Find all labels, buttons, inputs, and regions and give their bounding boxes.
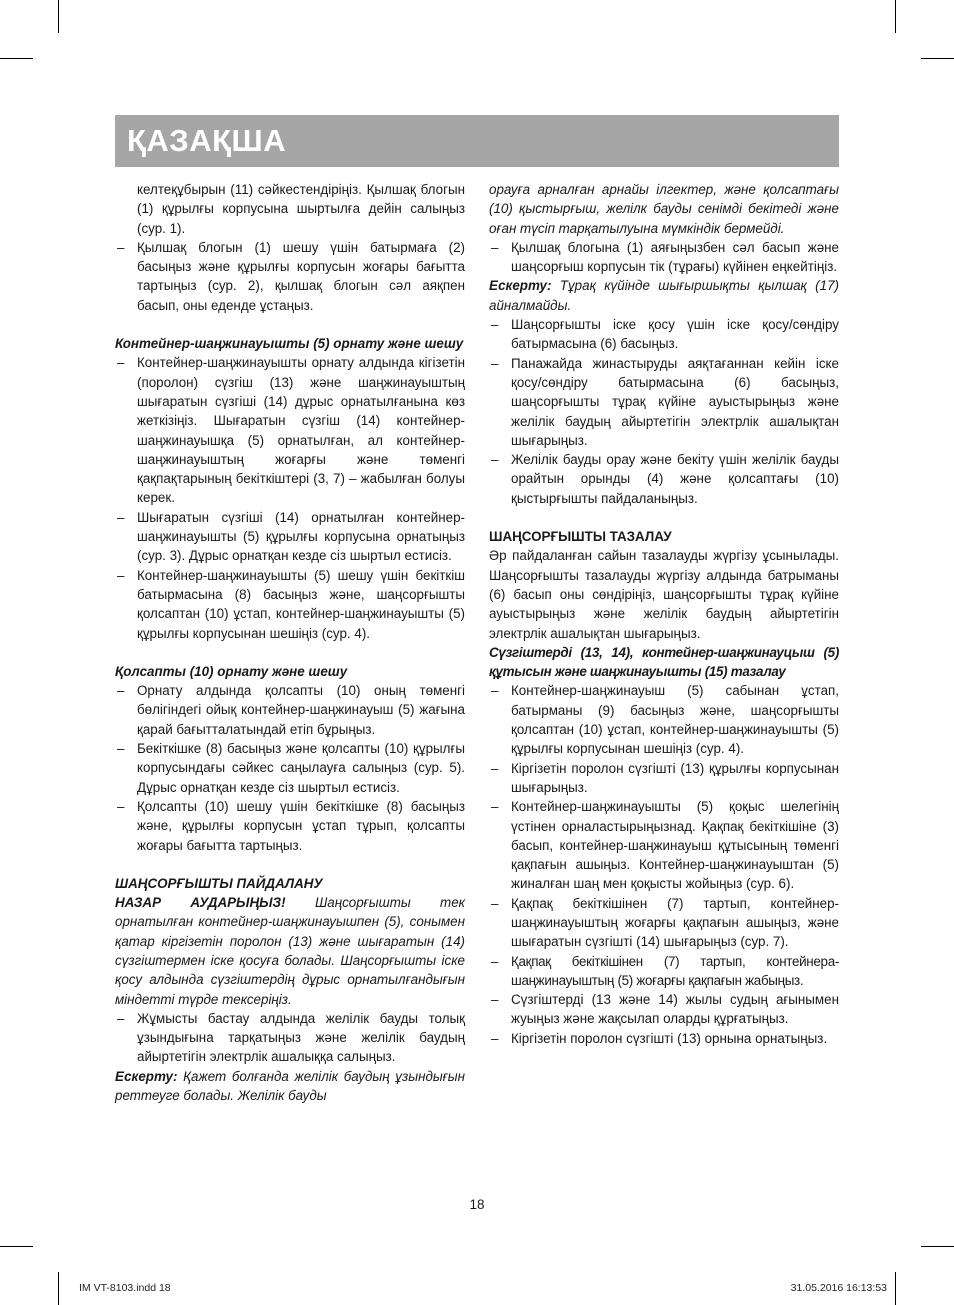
right-column	[489, 180, 839, 1048]
note-label: Ескерту:	[115, 1068, 178, 1084]
section-heading: Қолсапты (10) орнату және шешу	[115, 663, 348, 679]
list-item: – Қақпақ бекіткішінен (7) тартып, контейнер-шаңжинауыштың жоғарғы қақпағын ашыңыз, және шығаратын сүзгішті (14) шығарыңыз (сур. 7).	[489, 894, 839, 952]
note-text: Тұрақ күйінде шығыршықты қылшақ (17) айналмайды.	[489, 278, 839, 313]
paragraph: Әр пайдаланған сайын тазалауды жүргізу ұсынылады. Шаңсорғышты тазалауды жүргізу алдында батрыманы (6) басып оны сөндіріңіз, шаңсорғышты тұрақ күйіне ауыстырыңыз және желілік баудың айыртетігін электрлік ашалықтан шығарыңыз.	[489, 548, 839, 641]
list-item: – Шаңсорғышты іске қосу үшін іске қосу/сөндіру батырмасына (6) басыңыз.	[489, 315, 839, 354]
list-item: – Орнату алдында қолсапты (10) оның төменгі бөлігіндегі ойық контейнер-шаңжинауыш (5) жағына қарай бағытталатындай етіп бұрыңыз.	[115, 681, 465, 739]
left-column	[115, 180, 465, 1105]
crop-mark	[58, 0, 59, 33]
crop-mark	[58, 1272, 59, 1305]
list-item: – Қақпақ бекіткішінен (7) тартып, контейнера-шаңжинауыштың (5) жоғарғы қақпағын жабыңыз.	[489, 952, 839, 991]
list-item: – Қылшақ блогына (1) аяғыңызбен сәл басып және шаңсорғыш корпусын тік (тұрағы) күйінен еңкейтіңіз.	[489, 238, 839, 277]
list-item: – Қылшақ блогын (1) шешу үшін батырмаға (2) басыңыз және құрылғы корпусын жоғары бағытта тартыңыз (сур. 2), қылшақ блогын сәл аяқпен басып, оны еденде ұстаңыз.	[115, 238, 465, 315]
list-item: – Шығаратын сүзгіші (14) орнатылған контейнер-шаңжинауышты (5) құрылғы корпусына орнатыңыз (сур. 3). Дұрыс орнатқан кезде сіз шыртыл естисіз.	[115, 508, 465, 566]
footer-timestamp: 31.05.2016 16:13:53	[790, 1282, 887, 1294]
note-text: Қажет болғанда желілік баудың ұзындығын реттеуге болады. Желілік бауды	[115, 1068, 465, 1104]
list-item: – Қолсапты (10) шешу үшін бекіткішке (8) басыңыз және, құрылғы корпусын ұстап тұрып, қолсапты жоғары бағытта тартыңыз.	[115, 797, 465, 855]
note-paragraph	[489, 276, 839, 315]
crop-mark	[895, 1272, 896, 1305]
paragraph: орауға арналған арнайы ілгектер, және қолсаптағы (10) қыстырғыш, желілк бауды сенімді бекітеді және оған түсіп тарқатылуына мүмкіндік бермейді.	[489, 182, 839, 236]
language-header-bar	[115, 115, 839, 167]
section-heading: Сүзгіштерді (13, 14), контейнер-шаңжинауцыш (5) құтысын және шаңжинауышты (15) тазалау	[489, 644, 839, 680]
list-item: – Контейнер-шаңжинауышты (5) шешу үшін бекіткіш батырмасына (8) басыңыз және, шаңсорғышты қолсаптан (10) ұстап, контейнер-шаңжинауышты (5) құрылғы корпусынан шешіңіз (сур. 4).	[115, 566, 465, 643]
note-paragraph	[115, 1067, 465, 1106]
crop-mark	[0, 1246, 33, 1247]
footer-file-info: IM VT-8103.indd 18	[79, 1282, 171, 1294]
page-title: ҚАЗАҚША	[127, 123, 287, 158]
section-heading: ШАҢСОРҒЫШТЫ ТАЗАЛАУ	[489, 529, 672, 545]
list-item: – Кіргізетін поролон сүзгішті (13) орнына орнатыңыз.	[489, 1029, 839, 1048]
warning-label: НАЗАР АУДАРЫҢЫЗ!	[115, 895, 286, 911]
list-item: – Контейнер-шаңжинауышты (5) қоқыс шелегінің үстінен орналастырыңызнад. Қақпақ бекіткішіне (3) басып, контейнер-шаңжинауыш құтысының төменгі қақпағын ашыңыз. Контейнер-шаңжинауыштан (5) жиналған шаң мен қоқысты жойыңыз (сур. 6).	[489, 797, 839, 893]
section-heading: ШАҢСОРҒЫШТЫ ПАЙДАЛАНУ	[115, 875, 323, 891]
list-item: – Контейнер-шаңжинауышты орнату алдында кігізетін (поролон) сүзгіш (13) және шаңжинауыштың шығаратын сүзгіші (14) дұрыс орнатылғанына көз жеткізіңіз. Шығаратын сүзгіш (14) контейнер-шаңжинауышқа (5) орнатылған, ал контейнер-шаңжинауыштың жоғарғы және төменгі қақпақтарының бекіткіштері (3, 7) – жабылған болуы керек.	[115, 353, 465, 507]
section-heading: Контейнер-шаңжинауышты (5) орнату және шешу	[115, 336, 464, 352]
list-item: – Контейнер-шаңжинауыш (5) сабынан ұстап, батырманы (9) басыңыз және, шаңсорғышты қолсаптан (10) ұстап, контейнер-шаңжинауышты (5) құрылғы корпусынан шешіңіз (сур. 4).	[489, 681, 839, 758]
note-label: Ескерту:	[489, 278, 552, 294]
crop-mark	[921, 1246, 954, 1247]
page-number: 18	[469, 1197, 485, 1212]
list-item: – Сүзгіштерді (13 және 14) жылы судың ағынымен жуыңыз және жақсылап оларды құрғатыңыз.	[489, 990, 839, 1029]
crop-mark	[0, 58, 33, 59]
list-item: – Бекіткішке (8) басыңыз және қолсапты (10) құрылғы корпусындағы сәйкес саңылауға салыңыз (сур. 5). Дұрыс орнатқан кезде сіз шыртыл естисіз.	[115, 739, 465, 797]
list-item: – Панажайда жинастыруды аяқтағаннан кейін іске қосу/сөндіру батырмасына (6) басыңыз, шаңсорғышты тұрақ күйіне ауыстырыңыз және желілік баудың айыртетігін электрлік ашалықтан шығарыңыз.	[489, 354, 839, 450]
list-item: – Кіргізетін поролон сүзгішті (13) құрылғы корпусынан шығарыңыз.	[489, 759, 839, 798]
warning-paragraph	[115, 893, 465, 1009]
list-item: – Жұмысты бастау алдында желілік бауды толық ұзындығына тарқатыңыз және желілік баудың айыртетігін электрлік ашалыққа салыңыз.	[115, 1009, 465, 1067]
paragraph: келтеқұбырын (11) сәйкестендіріңіз. Қылшақ блогын (1) құрылғы корпусына шыртылға дейін салыңыз (сур. 1).	[137, 182, 465, 236]
crop-mark	[921, 58, 954, 59]
warning-text: Шаңсорғышты тек орнатылған контейнер-шаңжинауышпен (5), сонымен қатар кіргізетін поролон (13) және шығаратын (14) сүзгіштермен іске қосуға болады. Шаңсорғышты іске қосу алдында сүзгіштердің дұрыс орнатылғандығын міндетті түрде тексеріңіз.	[115, 895, 465, 1007]
list-item: – Желілік бауды орау және бекіту үшін желілік бауды орайтын орынды (4) және қолсаптағы (10) қыстырғышты пайдаланыңыз.	[489, 450, 839, 508]
crop-mark	[895, 0, 896, 33]
